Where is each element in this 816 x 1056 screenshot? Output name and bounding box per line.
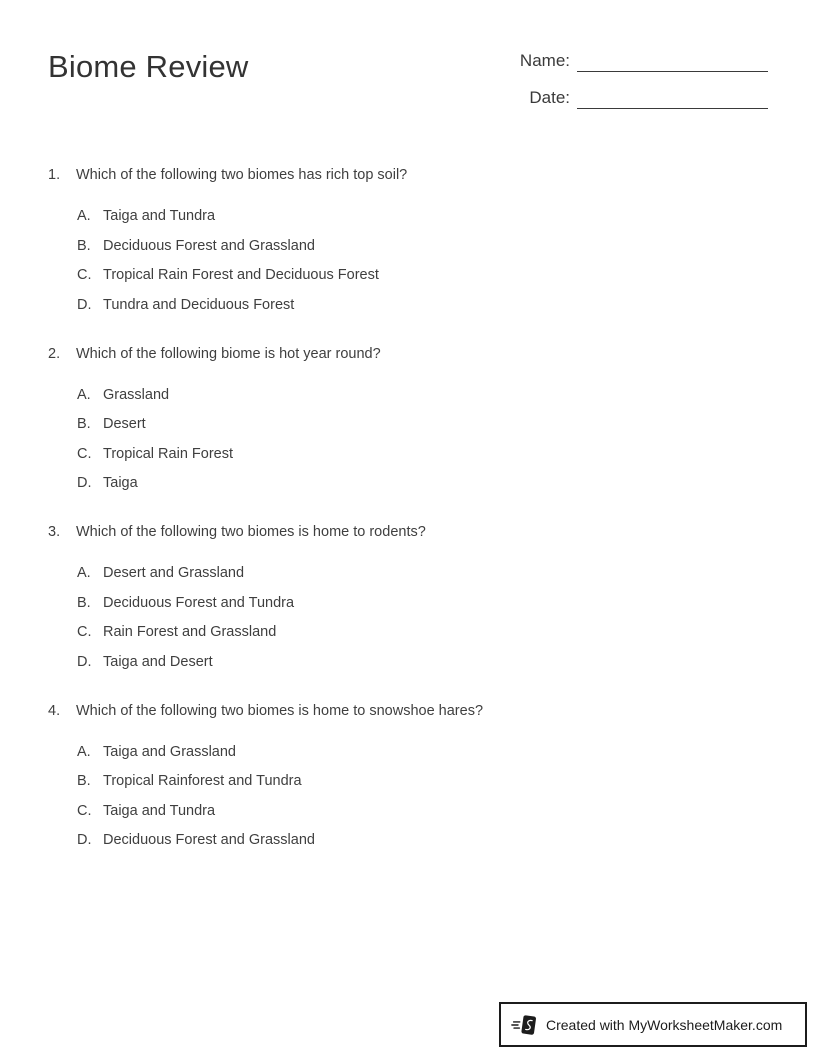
options-list xyxy=(48,386,768,494)
question-text: Which of the following biome is hot year round? xyxy=(76,345,381,362)
option-letter: A. xyxy=(77,208,91,224)
question-number: 3. xyxy=(48,524,61,540)
option-letter: C. xyxy=(77,445,92,462)
option-row xyxy=(77,564,768,583)
option-row xyxy=(77,594,768,613)
date-label: Date: xyxy=(529,88,570,107)
option-letter: A. xyxy=(77,743,91,760)
worksheet-maker-logo-icon xyxy=(511,1011,539,1039)
question-text: Which of the following two biomes is home to snowshoe hares? xyxy=(76,702,484,719)
question-number: 2. xyxy=(48,345,61,362)
option-letter: D. xyxy=(77,475,92,491)
question-block-3 xyxy=(48,523,768,672)
option-row xyxy=(77,445,768,464)
question-block-4 xyxy=(48,702,768,851)
page-title: Biome Review xyxy=(48,49,249,84)
option-row xyxy=(77,207,768,226)
option-text: Tropical Rainforest and Tundra xyxy=(103,773,302,789)
question-block-1 xyxy=(48,166,768,315)
option-row xyxy=(77,296,768,315)
header xyxy=(0,0,816,124)
option-row xyxy=(77,623,768,642)
credit-text: Created with MyWorksheetMaker.com xyxy=(546,1016,783,1033)
option-row xyxy=(77,474,768,493)
option-row xyxy=(77,772,768,791)
question-block-2 xyxy=(48,345,768,494)
option-text: Rain Forest and Grassland xyxy=(103,624,277,640)
option-row xyxy=(77,386,768,405)
option-text: Deciduous Forest and Grassland xyxy=(103,237,315,254)
option-text: Taiga and Desert xyxy=(103,653,213,670)
question-row xyxy=(48,345,768,364)
option-text: Grassland xyxy=(103,386,170,403)
options-list xyxy=(48,743,768,851)
option-row xyxy=(77,237,768,256)
option-letter: B. xyxy=(77,594,91,611)
option-letter: D. xyxy=(77,832,92,848)
option-row xyxy=(77,266,768,285)
option-letter: C. xyxy=(77,624,92,640)
option-text: Tropical Rain Forest xyxy=(103,445,234,462)
option-text: Taiga and Grassland xyxy=(103,743,236,760)
option-row xyxy=(77,653,768,672)
option-letter: B. xyxy=(77,416,91,432)
option-text: Deciduous Forest and Tundra xyxy=(103,594,295,611)
option-text: Taiga and Tundra xyxy=(103,208,216,224)
options-list xyxy=(48,207,768,315)
option-letter: C. xyxy=(77,802,92,819)
option-row xyxy=(77,802,768,821)
option-letter: A. xyxy=(77,565,91,581)
date-blank-line xyxy=(577,87,768,109)
option-row xyxy=(77,743,768,762)
option-letter: C. xyxy=(77,267,92,283)
option-row xyxy=(77,831,768,850)
option-letter: A. xyxy=(77,386,91,403)
option-text: Tropical Rain Forest and Deciduous Forest xyxy=(103,267,379,283)
option-letter: D. xyxy=(77,653,92,670)
option-letter: B. xyxy=(77,773,91,789)
name-date-fields xyxy=(508,50,768,124)
option-text: Deciduous Forest and Grassland xyxy=(103,832,315,848)
option-text: Desert and Grassland xyxy=(103,565,245,581)
name-row xyxy=(508,50,768,72)
question-row xyxy=(48,702,768,721)
date-row xyxy=(508,87,768,109)
question-row xyxy=(48,166,768,185)
option-letter: D. xyxy=(77,296,92,313)
option-text: Taiga xyxy=(103,475,138,491)
question-row xyxy=(48,523,768,542)
credit-badge xyxy=(499,1002,807,1047)
question-number: 4. xyxy=(48,702,61,719)
question-number: 1. xyxy=(48,167,61,183)
name-label: Name: xyxy=(519,51,570,70)
question-text: Which of the following two biomes has rich top soil? xyxy=(76,167,408,183)
option-letter: B. xyxy=(77,237,91,254)
option-text: Desert xyxy=(103,416,146,432)
name-blank-line xyxy=(577,50,768,72)
question-text: Which of the following two biomes is home to rodents? xyxy=(76,524,426,540)
options-list xyxy=(48,564,768,672)
question-list xyxy=(0,166,816,850)
option-text: Taiga and Tundra xyxy=(103,802,216,819)
option-text: Tundra and Deciduous Forest xyxy=(103,296,295,313)
option-row xyxy=(77,415,768,434)
